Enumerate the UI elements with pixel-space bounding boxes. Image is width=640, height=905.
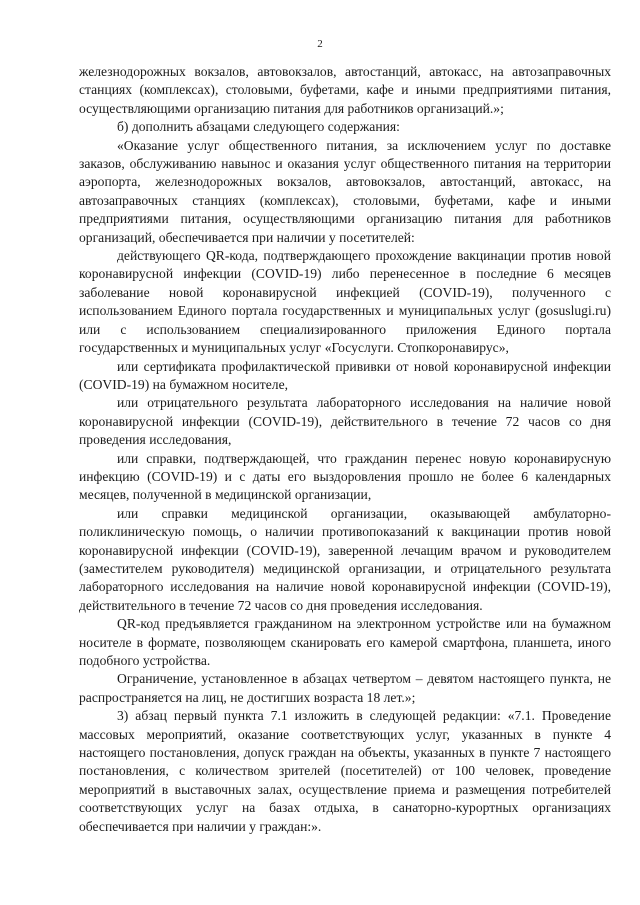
paragraph-vaccination-certificate: или сертификата профилактической прививки от новой коронавирусной инфекции (COVID-19) на бумажном носителе, [79,358,611,392]
paragraph-negative-test: или отрицательного результата лабораторного исследования на наличие новой коронавирусной инфекции (COVID-19), действительного в течение 72 часов со дня проведения исследования, [79,395,611,448]
paragraph-medical-exemption: или справки медицинской организации, оказывающей амбулаторно-поликлиническую помощь, о наличии противопоказаний к вакцинации против новой коронавирусной инфекции (COVID-19), заверенной лечащим врачом и руководителем (заместителем руководителя) медицинской организации, и отрицательного результата лабораторного исследования на наличие новой коронавирусной инфекции (COVID-19), действительного в течение 72 часов со дня проведения исследования. [79,505,611,613]
paragraph-amendment-b: б) дополнить абзацами следующего содержания: [117,119,400,135]
paragraph-catering-services: «Оказание услуг общественного питания, за исключением услуг по доставке заказов, обслуживанию навынос и оказания услуг общественного питания на территории аэропорта, железнодорожных вокзалов, автовокзалов, автостанций, автокасс, на автозаправочных станциях (комплексах), столовыми, буфетами, кафе и иными предприятиями питания, осуществляющими организацию питания для работников организаций, обеспечивается при наличии у посетителей: [79,137,611,245]
paragraph-recovery-certificate: или справки, подтверждающей, что гражданин перенес новую коронавирусную инфекцию (COVID-19) и с даты его выздоровления прошло не более 6 календарных месяцев, полученной в медицинской организации, [79,450,611,503]
page-number: 2 [317,38,323,50]
paragraph-qr-code: действующего QR-кода, подтверждающего прохождение вакцинации против новой коронавирусной инфекции (COVID-19) либо перенесенное в последние 6 месяцев заболевание новой коронавирусной инфекцией (COVID-19), полученного с использованием Единого портала государственных и муниципальных услуг (gosuslugi.ru) или с использованием специализированного приложения Единого портала государственных и муниципальных услуг «Госуслуги. Стопкоронавирус», [79,248,611,356]
paragraph-amendment-3: 3) абзац первый пункта 7.1 изложить в следующей редакции: «7.1. Проведение массовых мероприятий, оказание соответствующих услуг, указанных в пункте 4 настоящего постановления, допуск граждан на объекты, указанных в пункте 7 настоящего постановления, с количеством зрителей (посетителей) от 100 человек, проведение мероприятий в выставочных залах, осуществление приема и размещения потребителей соответствующих услуг на базах отдыха, в санаторно-курортных организациях обеспечивается при наличии у граждан:». [79,708,611,834]
paragraph-qr-presentation: QR-код предъявляется гражданином на электронном устройстве или на бумажном носителе в формате, позволяющем сканировать его камерой смартфона, планшета, иного подобного устройства. [79,616,611,668]
paragraph-age-limit: Ограничение, установленное в абзацах четвертом – девятом настоящего пункта, не распространяется на лиц, не достигших возраста 18 лет.»; [79,671,611,705]
paragraph-continuation: железнодорожных вокзалов, автовокзалов, автостанций, автокасс, на автозаправочных станциях (комплексах), столовыми, буфетами, кафе и иными предприятиями питания, осуществляющими организацию питания для работников организаций.»; [79,64,611,116]
document-body [79,63,611,836]
